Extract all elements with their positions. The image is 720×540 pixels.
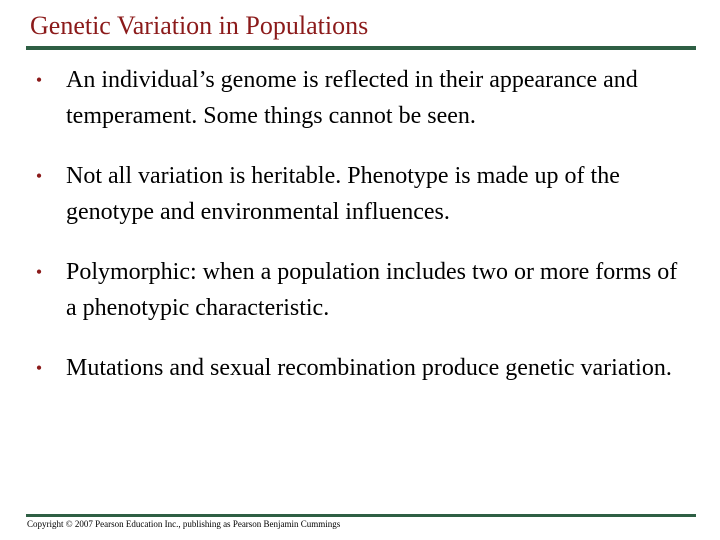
bullet-list [30,62,690,410]
bullet-text: An individual’s genome is reflected in their appearance and temperament. Some things cannot be seen. [66,67,638,129]
slide-title: Genetic Variation in Populations [30,11,369,40]
bullet-icon: • [35,358,43,378]
bullet-item-heritability [30,158,690,230]
title-divider [26,46,696,50]
bullet-item-mutations [30,350,690,386]
copyright-footer: Copyright © 2007 Pearson Education Inc., publishing as Pearson Benjamin Cummings [27,519,341,529]
bullet-item-genome [30,62,690,134]
bullet-icon: • [35,70,43,90]
bullet-item-polymorphic [30,254,690,326]
bullet-text: Not all variation is heritable. Phenotype is made up of the genotype and environmental influences. [66,163,620,225]
bullet-text: Polymorphic: when a population includes two or more forms of a phenotypic characteristic. [66,259,678,321]
footer-divider [26,514,696,517]
bullet-text: Mutations and sexual recombination produce genetic variation. [66,355,672,381]
bullet-icon: • [35,166,43,186]
bullet-icon: • [35,262,43,282]
